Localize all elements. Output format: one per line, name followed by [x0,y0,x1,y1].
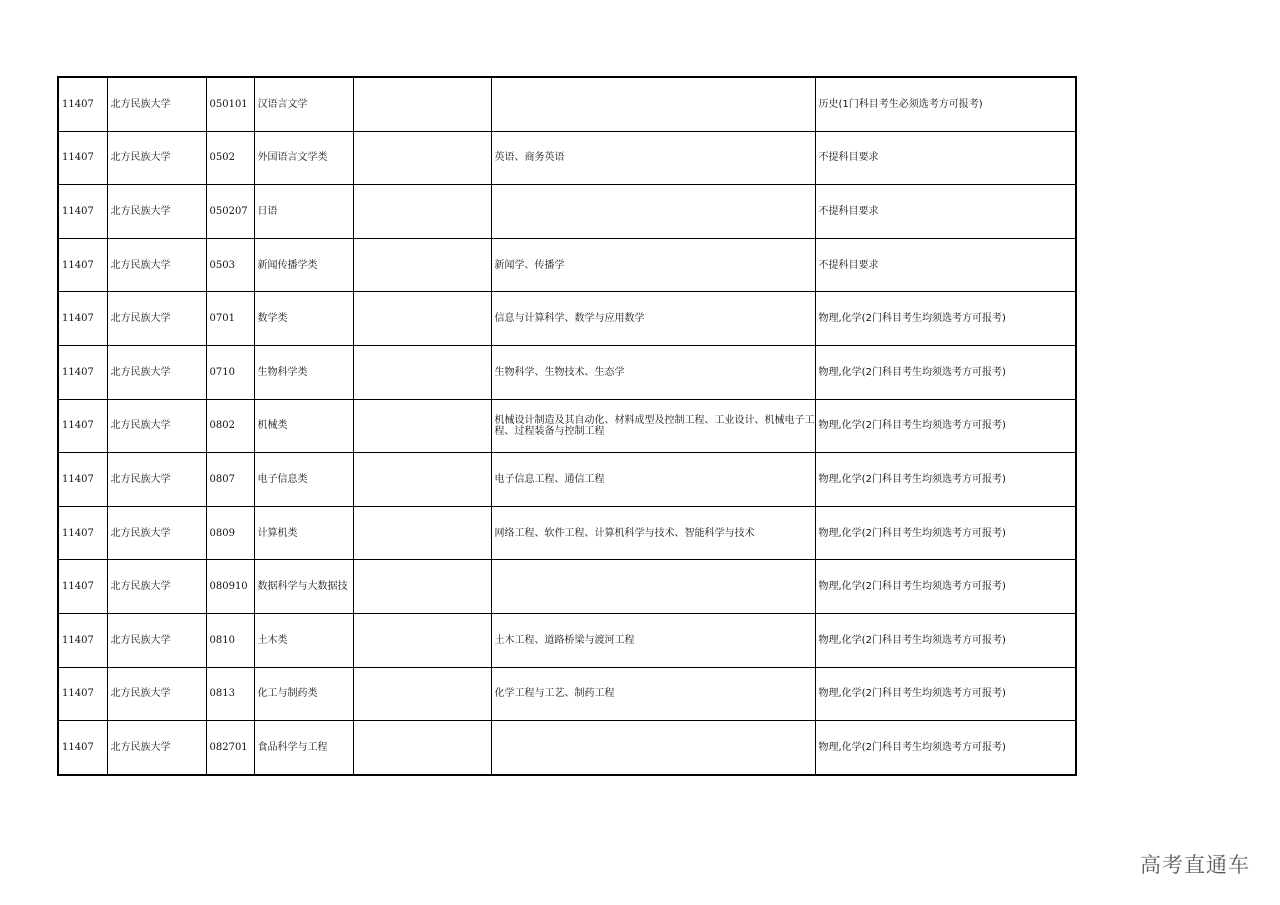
major-code-cell: 0502 [206,131,254,185]
school-name-cell: 北方民族大学 [107,399,206,453]
school-name-cell: 北方民族大学 [107,560,206,614]
subject-requirement-cell: 物理,化学(2门科目考生均须选考方可报考) [815,560,1076,614]
major-name-cell: 日语 [254,185,353,239]
major-code-cell: 0802 [206,399,254,453]
major-name-cell: 数据科学与大数据技 [254,560,353,614]
subject-requirement-cell: 不提科目要求 [815,238,1076,292]
major-name-cell: 计算机类 [254,506,353,560]
major-code-cell: 082701 [206,721,254,775]
school-name-cell: 北方民族大学 [107,506,206,560]
blank-cell [353,667,491,721]
table-row [58,560,1076,614]
subject-requirement-cell: 物理,化学(2门科目考生均须选考方可报考) [815,399,1076,453]
major-code-cell: 0810 [206,613,254,667]
major-code-cell: 0813 [206,667,254,721]
major-code-cell: 0710 [206,345,254,399]
included-majors-cell: 信息与计算科学、数学与应用数学 [491,292,815,346]
major-code-cell: 0809 [206,506,254,560]
major-name-cell: 新闻传播学类 [254,238,353,292]
table-row [58,506,1076,560]
blank-cell [353,399,491,453]
school-name-cell: 北方民族大学 [107,453,206,507]
major-name-cell: 食品科学与工程 [254,721,353,775]
included-majors-cell: 土木工程、道路桥梁与渡河工程 [491,613,815,667]
blank-cell [353,506,491,560]
major-name-cell: 电子信息类 [254,453,353,507]
subject-requirement-cell: 物理,化学(2门科目考生均须选考方可报考) [815,613,1076,667]
major-name-cell: 数学类 [254,292,353,346]
school-name-cell: 北方民族大学 [107,667,206,721]
major-name-cell: 化工与制药类 [254,667,353,721]
blank-cell [353,131,491,185]
included-majors-cell: 网络工程、软件工程、计算机科学与技术、智能科学与技术 [491,506,815,560]
watermark-logo: 高考直通车 [1140,853,1250,877]
blank-cell [353,453,491,507]
included-majors-cell [491,721,815,775]
table-row [58,77,1076,131]
included-majors-cell: 化学工程与工艺、制药工程 [491,667,815,721]
blank-cell [353,238,491,292]
subject-requirement-cell: 不提科目要求 [815,185,1076,239]
subject-requirement-table [57,76,1077,776]
school-code-cell: 11407 [58,185,107,239]
major-code-cell: 080910 [206,560,254,614]
school-name-cell: 北方民族大学 [107,292,206,346]
school-code-cell: 11407 [58,238,107,292]
blank-cell [353,292,491,346]
table-row [58,238,1076,292]
major-name-cell: 汉语言文学 [254,77,353,131]
included-majors-cell [491,560,815,614]
table-row [58,185,1076,239]
table-row [58,345,1076,399]
school-code-cell: 11407 [58,721,107,775]
school-name-cell: 北方民族大学 [107,721,206,775]
major-name-cell: 土木类 [254,613,353,667]
school-code-cell: 11407 [58,506,107,560]
blank-cell [353,185,491,239]
major-name-cell: 生物科学类 [254,345,353,399]
school-name-cell: 北方民族大学 [107,238,206,292]
included-majors-cell: 英语、商务英语 [491,131,815,185]
table-row [58,667,1076,721]
blank-cell [353,345,491,399]
school-name-cell: 北方民族大学 [107,185,206,239]
subject-requirement-cell: 物理,化学(2门科目考生均须选考方可报考) [815,345,1076,399]
major-code-cell: 0807 [206,453,254,507]
table-row [58,399,1076,453]
blank-cell [353,560,491,614]
major-code-cell: 050207 [206,185,254,239]
major-name-cell: 机械类 [254,399,353,453]
school-code-cell: 11407 [58,292,107,346]
school-code-cell: 11407 [58,345,107,399]
school-code-cell: 11407 [58,560,107,614]
included-majors-cell [491,77,815,131]
major-name-cell: 外国语言文学类 [254,131,353,185]
blank-cell [353,721,491,775]
school-code-cell: 11407 [58,399,107,453]
subject-requirement-cell: 物理,化学(2门科目考生均须选考方可报考) [815,721,1076,775]
table-body [58,77,1076,775]
subject-requirement-cell: 物理,化学(2门科目考生均须选考方可报考) [815,453,1076,507]
school-name-cell: 北方民族大学 [107,131,206,185]
school-code-cell: 11407 [58,77,107,131]
included-majors-cell [491,185,815,239]
major-code-cell: 0503 [206,238,254,292]
table-row [58,721,1076,775]
included-majors-cell: 新闻学、传播学 [491,238,815,292]
major-code-cell: 050101 [206,77,254,131]
included-majors-cell: 机械设计制造及其自动化、材料成型及控制工程、工业设计、机械电子工程、过程装备与控制工程 [491,399,815,453]
school-code-cell: 11407 [58,453,107,507]
school-name-cell: 北方民族大学 [107,613,206,667]
table-row [58,131,1076,185]
included-majors-cell: 电子信息工程、通信工程 [491,453,815,507]
subject-requirement-cell: 历史(1门科目考生必须选考方可报考) [815,77,1076,131]
subject-requirement-cell: 物理,化学(2门科目考生均须选考方可报考) [815,292,1076,346]
included-majors-cell: 生物科学、生物技术、生态学 [491,345,815,399]
school-name-cell: 北方民族大学 [107,345,206,399]
table-row [58,453,1076,507]
blank-cell [353,613,491,667]
school-code-cell: 11407 [58,667,107,721]
blank-cell [353,77,491,131]
table-row [58,613,1076,667]
school-code-cell: 11407 [58,131,107,185]
major-code-cell: 0701 [206,292,254,346]
subject-requirement-cell: 不提科目要求 [815,131,1076,185]
subject-requirement-cell: 物理,化学(2门科目考生均须选考方可报考) [815,667,1076,721]
subject-requirement-cell: 物理,化学(2门科目考生均须选考方可报考) [815,506,1076,560]
school-code-cell: 11407 [58,613,107,667]
table-row [58,292,1076,346]
school-name-cell: 北方民族大学 [107,77,206,131]
